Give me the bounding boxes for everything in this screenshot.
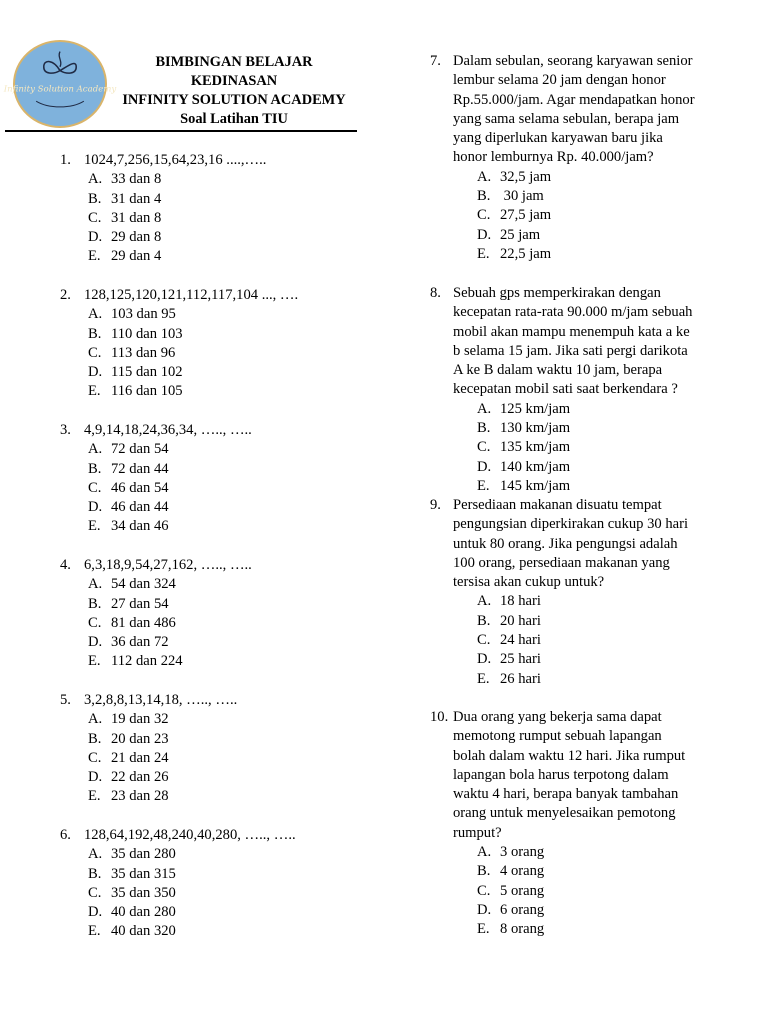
option-text: 115 dan 102 (111, 364, 183, 381)
question-line: A ke B dalam waktu 10 jam, berapa (453, 362, 663, 379)
option-text: 26 hari (500, 670, 541, 687)
option-b (88, 730, 360, 749)
question-number: 4. (60, 557, 71, 573)
option-c (477, 882, 712, 901)
option-text: 29 dan 8 (111, 229, 162, 246)
option-text: 21 dan 24 (111, 749, 169, 766)
options-list (88, 305, 360, 401)
option-text: 33 dan 8 (111, 171, 162, 188)
options-list (88, 845, 360, 941)
option-text: 46 dan 44 (111, 499, 169, 516)
question-6 (60, 826, 360, 961)
option-a (88, 845, 360, 864)
option-a (88, 305, 360, 324)
option-e (477, 670, 712, 689)
question-number: 6. (60, 827, 71, 843)
option-letter: E. (88, 518, 101, 535)
question-2 (60, 286, 360, 421)
question-1 (60, 151, 360, 286)
option-text: 32,5 jam (500, 168, 552, 185)
question-line: lapangan bola harus terpotong dalam (453, 766, 669, 783)
option-text: 112 dan 224 (111, 653, 183, 670)
option-c (88, 209, 360, 228)
option-c (88, 479, 360, 498)
question-text: 4,9,14,18,24,36,34, ….., ….. (84, 422, 252, 438)
option-text: 40 dan 280 (111, 904, 176, 921)
question-line: mobil akan mampu menempuh kata a ke (453, 323, 690, 340)
options-list (477, 400, 712, 496)
option-d (477, 226, 712, 245)
question-line: Dua orang yang bekerja sama dapat (453, 709, 662, 725)
logo-text: Infinity Solution Academy (3, 84, 117, 95)
option-c (88, 614, 360, 633)
option-letter: D. (88, 229, 103, 246)
option-d (88, 228, 360, 247)
option-letter: B. (88, 460, 102, 477)
question-text (453, 284, 712, 400)
option-text: 8 orang (500, 921, 545, 938)
option-letter: D. (88, 634, 103, 651)
option-letter: A. (88, 171, 103, 188)
option-b (477, 862, 712, 881)
option-letter: C. (477, 439, 491, 456)
option-d (477, 650, 712, 669)
question-number: 10. (430, 709, 449, 725)
header-line-1: BIMBINGAN BELAJAR (155, 54, 313, 70)
question-line: 100 orang, persediaan makanan yang (453, 554, 670, 571)
option-letter: A. (88, 846, 103, 863)
option-text: 34 dan 46 (111, 518, 169, 535)
option-letter: E. (88, 383, 101, 400)
option-text: 22 dan 26 (111, 769, 169, 786)
header-line-2: KEDINASAN (190, 73, 278, 89)
option-text: 46 dan 54 (111, 479, 169, 496)
option-letter: D. (477, 901, 492, 918)
question-line: Dalam sebulan, seorang karyawan senior (453, 53, 693, 69)
option-letter: B. (477, 188, 491, 205)
option-text: 145 km/jam (500, 477, 571, 494)
option-e (88, 787, 360, 806)
option-e (88, 247, 360, 266)
option-text: 36 dan 72 (111, 634, 169, 651)
option-letter: D. (477, 458, 492, 475)
option-letter: B. (88, 595, 102, 612)
option-b (88, 460, 360, 479)
option-letter: E. (88, 248, 101, 265)
option-text: 125 km/jam (500, 400, 571, 417)
option-d (477, 901, 712, 920)
option-c (477, 438, 712, 457)
option-letter: D. (88, 769, 103, 786)
option-text: 4 orang (500, 863, 545, 880)
question-text: 3,2,8,8,13,14,18, ….., ….. (84, 692, 238, 708)
question-line: Sebuah gps memperkirakan dengan (453, 285, 661, 301)
question-number: 7. (430, 53, 441, 69)
option-a (88, 170, 360, 189)
question-number: 2. (60, 287, 71, 303)
option-b (477, 187, 712, 206)
option-c (477, 631, 712, 650)
question-4 (60, 556, 360, 691)
question-line: honor lemburnya Rp. 40.000/jam? (453, 149, 654, 166)
option-text: 18 hari (500, 593, 541, 610)
question-number: 3. (60, 422, 71, 438)
options-list (477, 592, 712, 688)
option-e (88, 652, 360, 671)
option-e (477, 920, 712, 939)
option-letter: C. (88, 749, 102, 766)
option-text: 27,5 jam (500, 207, 552, 224)
question-line: waktu 4 hari, berapa banyak tambahan (453, 786, 679, 803)
question-7 (430, 52, 712, 284)
question-number: 8. (430, 285, 441, 301)
option-letter: A. (88, 441, 103, 458)
question-line: pengungsian diperkirakan cukup 30 hari (453, 516, 689, 533)
option-text: 30 jam (500, 188, 544, 205)
option-text: 6 orang (500, 901, 545, 918)
option-text: 22,5 jam (500, 245, 552, 262)
option-letter: E. (88, 923, 101, 940)
option-text: 25 jam (500, 226, 541, 243)
question-text: 128,125,120,121,112,117,104 ..., …. (84, 287, 299, 303)
question-line: lembur selama 20 jam dengan honor (453, 72, 666, 89)
option-e (88, 382, 360, 401)
option-letter: D. (88, 499, 103, 516)
question-10 (430, 708, 712, 940)
option-text: 140 km/jam (500, 458, 571, 475)
question-line: memotong rumput sebuah lapangan (453, 728, 662, 745)
right-column (430, 52, 712, 940)
option-text: 116 dan 105 (111, 383, 183, 400)
options-list (88, 440, 360, 536)
question-5 (60, 691, 360, 826)
option-letter: C. (88, 344, 102, 361)
option-text: 20 dan 23 (111, 730, 169, 747)
option-d (88, 498, 360, 517)
option-letter: A. (477, 844, 492, 861)
question-line: yang sama selama sebulan, berapa jam (453, 110, 680, 127)
option-text: 35 dan 315 (111, 865, 176, 882)
option-d (88, 768, 360, 787)
option-text: 72 dan 44 (111, 460, 169, 477)
option-letter: A. (477, 400, 492, 417)
header-line-4: Soal Latihan TIU (180, 111, 288, 127)
academy-logo (3, 40, 117, 128)
question-number: 9. (430, 497, 441, 513)
option-a (477, 400, 712, 419)
option-d (477, 458, 712, 477)
option-text: 31 dan 4 (111, 190, 162, 207)
option-d (88, 903, 360, 922)
option-a (477, 843, 712, 862)
header-line-3: INFINITY SOLUTION ACADEMY (122, 92, 346, 108)
option-letter: C. (88, 479, 102, 496)
option-text: 31 dan 8 (111, 209, 162, 226)
option-text: 29 dan 4 (111, 248, 162, 265)
question-text (453, 52, 712, 168)
option-b (477, 419, 712, 438)
option-letter: E. (477, 477, 490, 494)
option-text: 3 orang (500, 844, 545, 861)
question-line: kecepatan rata-rata 90.000 m/jam sebuah (453, 304, 693, 321)
option-letter: A. (88, 306, 103, 323)
option-letter: E. (477, 670, 490, 687)
header-divider (5, 130, 357, 132)
infinity-logo-icon (3, 42, 117, 126)
option-letter: B. (477, 863, 491, 880)
option-c (88, 749, 360, 768)
option-letter: A. (88, 576, 103, 593)
option-letter: D. (477, 226, 492, 243)
option-text: 20 hari (500, 612, 541, 629)
option-text: 113 dan 96 (111, 344, 176, 361)
option-letter: B. (477, 612, 491, 629)
options-list (477, 843, 712, 939)
option-letter: E. (477, 921, 490, 938)
option-letter: E. (477, 245, 490, 262)
question-line: Persediaan makanan disuatu tempat (453, 497, 662, 513)
option-text: 35 dan 280 (111, 846, 176, 863)
option-text: 35 dan 350 (111, 884, 176, 901)
question-line: tersisa akan cukup untuk? (453, 574, 605, 591)
option-text: 5 orang (500, 882, 545, 899)
option-d (88, 633, 360, 652)
option-text: 81 dan 486 (111, 614, 176, 631)
option-letter: D. (477, 651, 492, 668)
option-b (88, 325, 360, 344)
question-3 (60, 421, 360, 556)
document-header (110, 53, 358, 129)
option-d (88, 363, 360, 382)
option-text: 103 dan 95 (111, 306, 176, 323)
option-e (88, 517, 360, 536)
question-number: 5. (60, 692, 71, 708)
option-letter: C. (88, 209, 102, 226)
option-text: 110 dan 103 (111, 325, 183, 342)
option-b (88, 595, 360, 614)
option-a (88, 575, 360, 594)
option-letter: C. (477, 632, 491, 649)
option-e (88, 922, 360, 941)
option-letter: A. (477, 168, 492, 185)
option-text: 19 dan 32 (111, 711, 169, 728)
option-text: 25 hari (500, 651, 541, 668)
options-list (88, 575, 360, 671)
question-line: Rp.55.000/jam. Agar mendapatkan honor (453, 91, 695, 108)
question-9 (430, 496, 712, 708)
option-a (88, 710, 360, 729)
option-a (477, 592, 712, 611)
question-line: orang untuk menyelesaikan pemotong (453, 805, 676, 822)
option-letter: C. (477, 207, 491, 224)
option-letter: C. (477, 882, 491, 899)
option-text: 54 dan 324 (111, 576, 176, 593)
option-c (477, 206, 712, 225)
option-letter: A. (477, 593, 492, 610)
question-line: untuk 80 orang. Jika pengungsi adalah (453, 535, 678, 552)
options-list (88, 710, 360, 806)
option-a (88, 440, 360, 459)
question-text (453, 708, 712, 843)
option-text: 24 hari (500, 632, 541, 649)
option-a (477, 168, 712, 187)
option-text: 27 dan 54 (111, 595, 169, 612)
option-e (477, 245, 712, 264)
option-b (88, 190, 360, 209)
option-letter: A. (88, 711, 103, 728)
option-text: 135 km/jam (500, 439, 571, 456)
option-text: 40 dan 320 (111, 923, 176, 940)
option-text: 23 dan 28 (111, 788, 169, 805)
option-letter: E. (88, 653, 101, 670)
option-letter: C. (88, 884, 102, 901)
option-b (88, 865, 360, 884)
question-text: 6,3,18,9,54,27,162, ….., ….. (84, 557, 252, 573)
question-text (453, 496, 712, 592)
question-line: rumput? (453, 824, 502, 841)
question-number: 1. (60, 152, 71, 168)
option-b (477, 612, 712, 631)
left-column (60, 151, 360, 961)
options-list (88, 170, 360, 266)
option-letter: B. (477, 420, 491, 437)
option-letter: B. (88, 730, 102, 747)
question-8 (430, 284, 712, 496)
option-letter: C. (88, 614, 102, 631)
option-letter: D. (88, 904, 103, 921)
question-line: b selama 15 jam. Jika sati pergi darikota (453, 342, 688, 359)
option-c (88, 344, 360, 363)
option-letter: B. (88, 190, 102, 207)
question-text: 128,64,192,48,240,40,280, ….., ….. (84, 827, 296, 843)
option-letter: B. (88, 865, 102, 882)
option-text: 72 dan 54 (111, 441, 169, 458)
options-list (477, 168, 712, 264)
option-e (477, 477, 712, 496)
option-text: 130 km/jam (500, 420, 571, 437)
option-letter: E. (88, 788, 101, 805)
option-c (88, 884, 360, 903)
option-letter: D. (88, 364, 103, 381)
question-line: bolah dalam waktu 12 hari. Jika rumput (453, 747, 686, 764)
question-line: kecepatan mobil sati saat berkendara ? (453, 381, 678, 398)
question-line: yang diperlukan karyawan baru jika (453, 130, 663, 147)
option-letter: B. (88, 325, 102, 342)
question-text: 1024,7,256,15,64,23,16 ....,….. (84, 152, 267, 168)
